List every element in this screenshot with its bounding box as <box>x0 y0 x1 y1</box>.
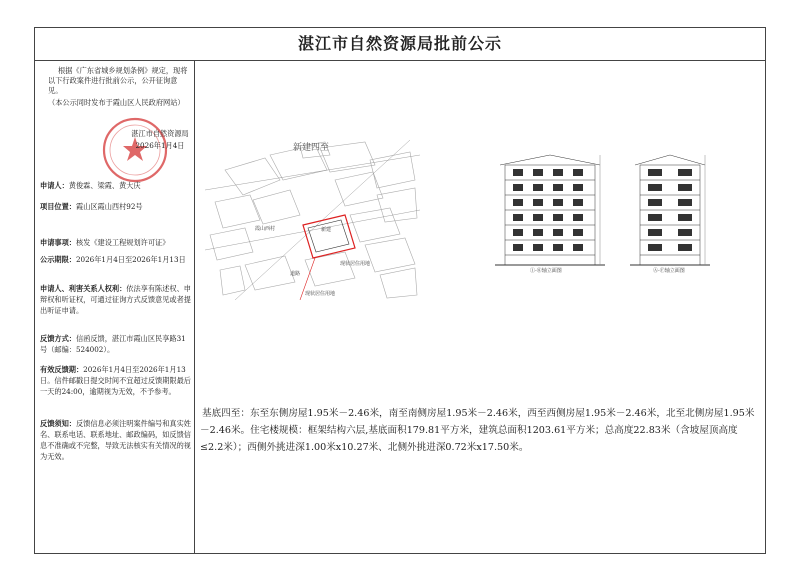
project-location <box>40 201 192 212</box>
feedback-notice-label: 反馈须知： <box>40 419 76 428</box>
application-value: 核发《建设工程规划许可证》 <box>75 238 170 247</box>
application-label: 申请事项： <box>40 238 76 247</box>
right-content-column <box>195 60 765 553</box>
rights-label: 申请人、利害关系人权利： <box>40 284 127 293</box>
valid-feedback-period <box>40 364 192 397</box>
feedback-method-value: 信函反馈，湛江市霞山区民享路31号（邮编：524002）。 <box>40 334 186 354</box>
map-label-residential-a: 现状居住用地 <box>340 261 371 267</box>
rights <box>40 283 192 316</box>
map-label-village: 霞山西村 <box>255 226 276 232</box>
elevation-caption-left: ①-⑧轴立面图 <box>530 268 562 274</box>
map-label-residential-b: 现状居住用地 <box>305 291 336 297</box>
valid-period-value: 2026年1月4日至2026年1月13日。信件邮戳日提交时间不宜超过反馈期限最后一天的24:00，逾期视为无效，不予参考。 <box>40 365 191 396</box>
application-item <box>40 237 192 248</box>
map-label-new: 新建 <box>321 227 332 233</box>
feedback-method <box>40 333 192 355</box>
elevation-caption-right: Ⓐ-Ⓕ轴立面图 <box>653 268 685 274</box>
elevation-drawings <box>495 150 765 280</box>
site-plan-drawing <box>205 140 420 300</box>
rights-value: 依法享有陈述权、申辩权和听证权，可通过征询方式反馈意见或者提出听证申请。 <box>40 284 191 315</box>
location-value: 霞山区霞山西村92号 <box>75 202 143 211</box>
applicant <box>40 180 192 191</box>
applicant-value: 黄俊霖、梁霞、黄大庆 <box>68 181 141 190</box>
elevation-drawing <box>495 150 765 280</box>
map-label-top: 新建四至 <box>293 143 330 153</box>
location-label: 项目位置： <box>40 202 76 211</box>
period-value: 2026年1月4日至2026年1月13日 <box>75 255 186 264</box>
map-label-road: 道路 <box>290 271 301 277</box>
issuer-date: 2026年1月4日 <box>135 141 185 150</box>
applicant-label: 申请人： <box>40 181 69 190</box>
notice-period <box>40 254 192 265</box>
issuer-name: 湛江市自然资源局 <box>131 129 189 138</box>
intro-text: 根据《广东省城乡规划条例》规定，现将以下行政案件进行批前公示，公开征询意见。 <box>48 66 188 95</box>
notice-title: 湛江市自然资源局批前公示 <box>35 28 765 61</box>
feedback-notice <box>40 418 192 462</box>
site-plan-map <box>205 140 420 300</box>
project-description: 基底四至：东至东侧房屋1.95米－2.46米，南至南侧房屋1.95米－2.46米，西至西侧房屋1.95米－2.46米，北至北侧房屋1.95米－2.46米。住宅楼规模：框架结构六层,基底面积179.81平方米，建筑总面积1203.61平方米；总高度22.83米（含坡屋顶高度≤2.2米）；西侧外挑进深1.00米x10.27米、北侧外挑进深0.72米x17.50米。 <box>200 408 755 453</box>
issuer-block <box>110 128 210 152</box>
valid-period-label: 有效反馈期： <box>40 365 84 374</box>
intro-note: （本公示同时发布于霞山区人民政府网站） <box>48 98 185 107</box>
feedback-notice-value: 反馈信息必须注明案件编号和真实姓名、联系电话、联系地址、邮政编码，如反馈信息不准确或不完整，导致无法核实有关情况的视为无效。 <box>40 419 191 461</box>
feedback-method-label: 反馈方式： <box>40 334 76 343</box>
period-label: 公示期限： <box>40 255 76 264</box>
